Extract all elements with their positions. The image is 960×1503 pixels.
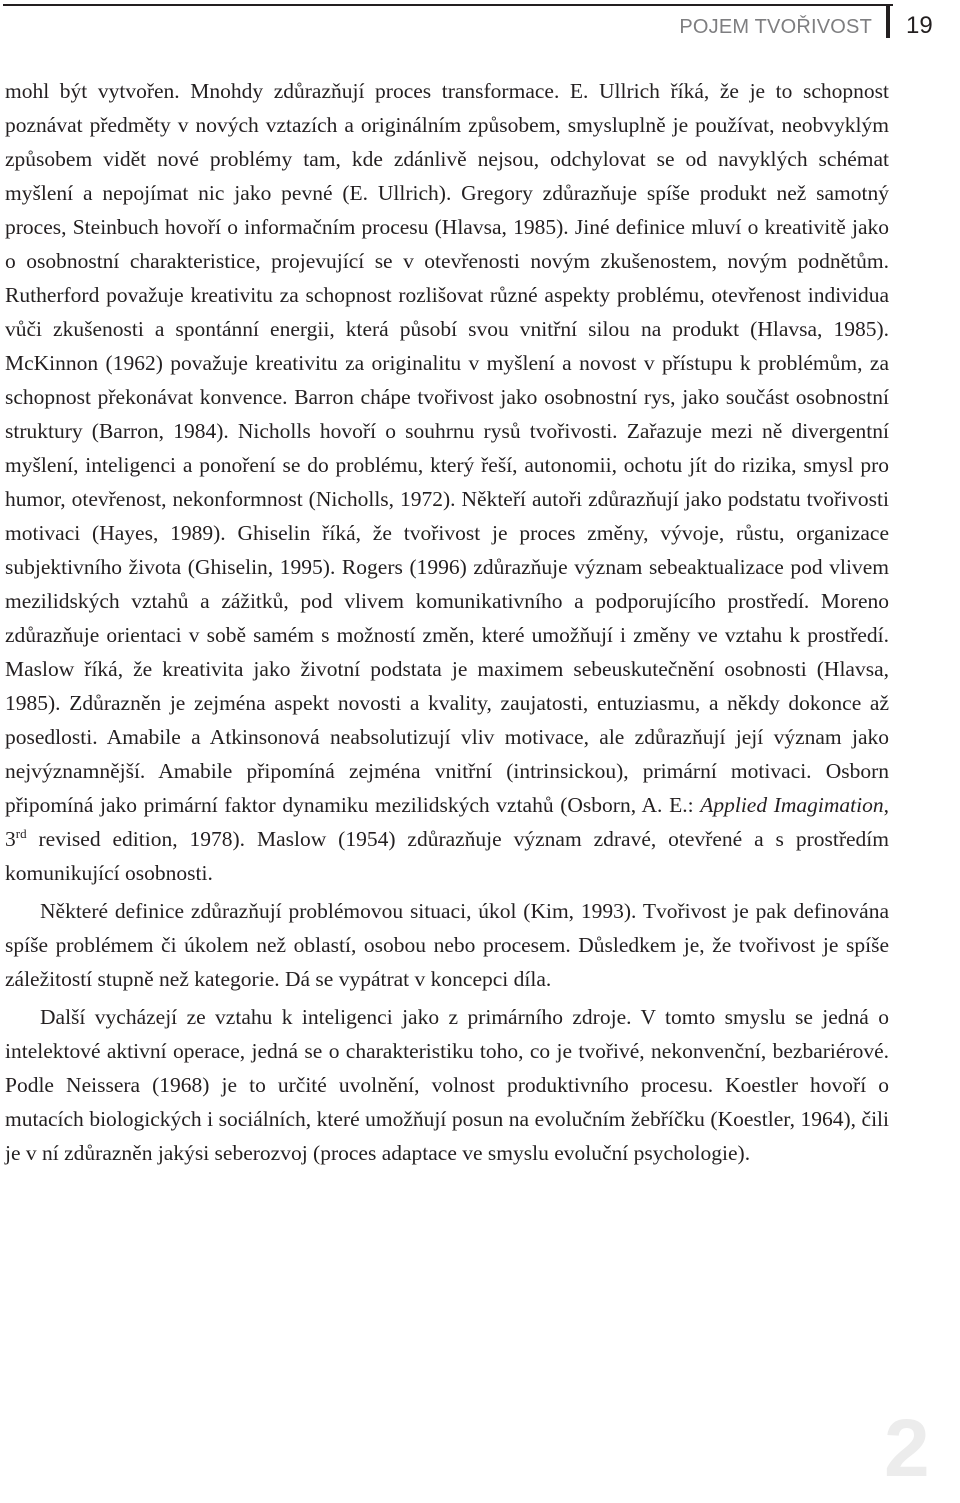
chapter-corner-mark: 2 [884, 1403, 930, 1494]
edition-suffix: rd [15, 825, 27, 841]
paragraph-2: Některé definice zdůrazňují problémovou situaci, úkol (Kim, 1993). Tvořivost je pak definována spíše problémem či úkolem než oblastí, osobou nebo procesem. Důsledkem je, že tvořivost je spíše záležitostí stupně než kategorie. Dá se vypátrat v koncepci díla. [5, 899, 889, 991]
running-header-title: POJEM TVOŘIVOST [679, 16, 872, 38]
book-title: Applied Imagimation [700, 793, 884, 817]
header-rule [3, 4, 893, 6]
header-divider-bar [886, 4, 890, 38]
edition-number: , 3 [5, 793, 889, 851]
page-number: 19 [906, 12, 933, 39]
paragraph-1-text-b: revised edition, 1978). Maslow (1954) zdůrazňuje význam zdravé, otevřené a s prostředím komunikující osobnosti. [5, 827, 889, 885]
body-text [5, 74, 889, 1170]
paragraph-1 [5, 74, 889, 890]
paragraph-3: Další vycházejí ze vztahu k inteligenci jako z primárního zdroje. V tomto smyslu se jedná o intelektové aktivní operace, jedná se o charakteristiku toho, co je tvořivé, nekonvenční, bezbariérové. Podle Neissera (1968) je to určité uvolnění, volnost produktivního procesu. Koestler hovoří o mutacích biologických i sociálních, které umožňují posun na evolučním žebříčku (Koestler, 1964), čili je v ní zdůrazněn jakýsi seberozvoj (proces adaptace ve smyslu evoluční psychologie). [5, 1005, 889, 1165]
paragraph-1-text-a: mohl být vytvořen. Mnohdy zdůrazňují proces transformace. E. Ullrich říká, že je to schopnost poznávat předměty v nových vztazích a originálním způsobem, smysluplně je používat, neobvyklým způsobem vidět nové problémy tam, kde zdánlivě nejsou, odchylovat se od navyklých schémat myšlení a nepojímat nic jako pevné (E. Ullrich). Gregory zdůrazňuje spíše produkt než samotný proces, Steinbuch hovoří o informačním procesu (Hlavsa, 1985). Jiné definice mluví o kreativitě jako o osobnostní charakteristice, projevující se v otevřenosti novým zkušenostem, novým podnětům. Rutherford považuje kreativitu za schopnost rozlišovat různé aspekty problému, otevřenost individua vůči zkušenosti a spontánní energii, která působí svou vnitřní silou na produkt (Hlavsa, 1985). McKinnon (1962) považuje kreativitu za originalitu v myšlení a novost v přístupu k problémům, za schopnost překonávat konvence. Barron chápe tvořivost jako osobnostní rys, jako součást osobnostní struktury (Barron, 1984). Nicholls hovoří o souhrnu rysů tvořivosti. Zařazuje mezi ně divergentní myšlení, inteligenci a ponoření se do problému, který řeší, autonomii, ochotu jít do rizika, smysl pro humor, otevřenost, nekonformnost (Nicholls, 1972). Někteří autoři zdůrazňují jako podstatu tvořivosti motivaci (Hayes, 1989). Ghiselin říká, že tvořivost je proces změny, vývoje, růstu, organizace subjektivního života (Ghiselin, 1995). Rogers (1996) zdůrazňuje význam sebeaktualizace pod vlivem mezilidských vztahů a zážitků, pod vlivem komunikativního a podporujícího prostředí. Moreno zdůrazňuje orientaci v sobě samém s možností změn, které umožňují i změny ve vztahu k prostředí. Maslow říká, že kreativita jako životní podstata je maximem sebeuskutečnění osobnosti (Hlavsa, 1985). Zdůrazněn je zejména aspekt novosti a kvality, zaujatosti, entuziasmu, a někdy dokonce až posedlosti. Amabile a Atkinsonová neabsolutizují vliv motivace, ale zdůrazňují její význam jako nejvýznamnější. Amabile připomíná zejména vnitřní (intrinsickou), primární motivaci. Osborn připomíná jako primární faktor dynamiku mezilidských vztahů (Osborn, A. E.: [5, 79, 889, 817]
